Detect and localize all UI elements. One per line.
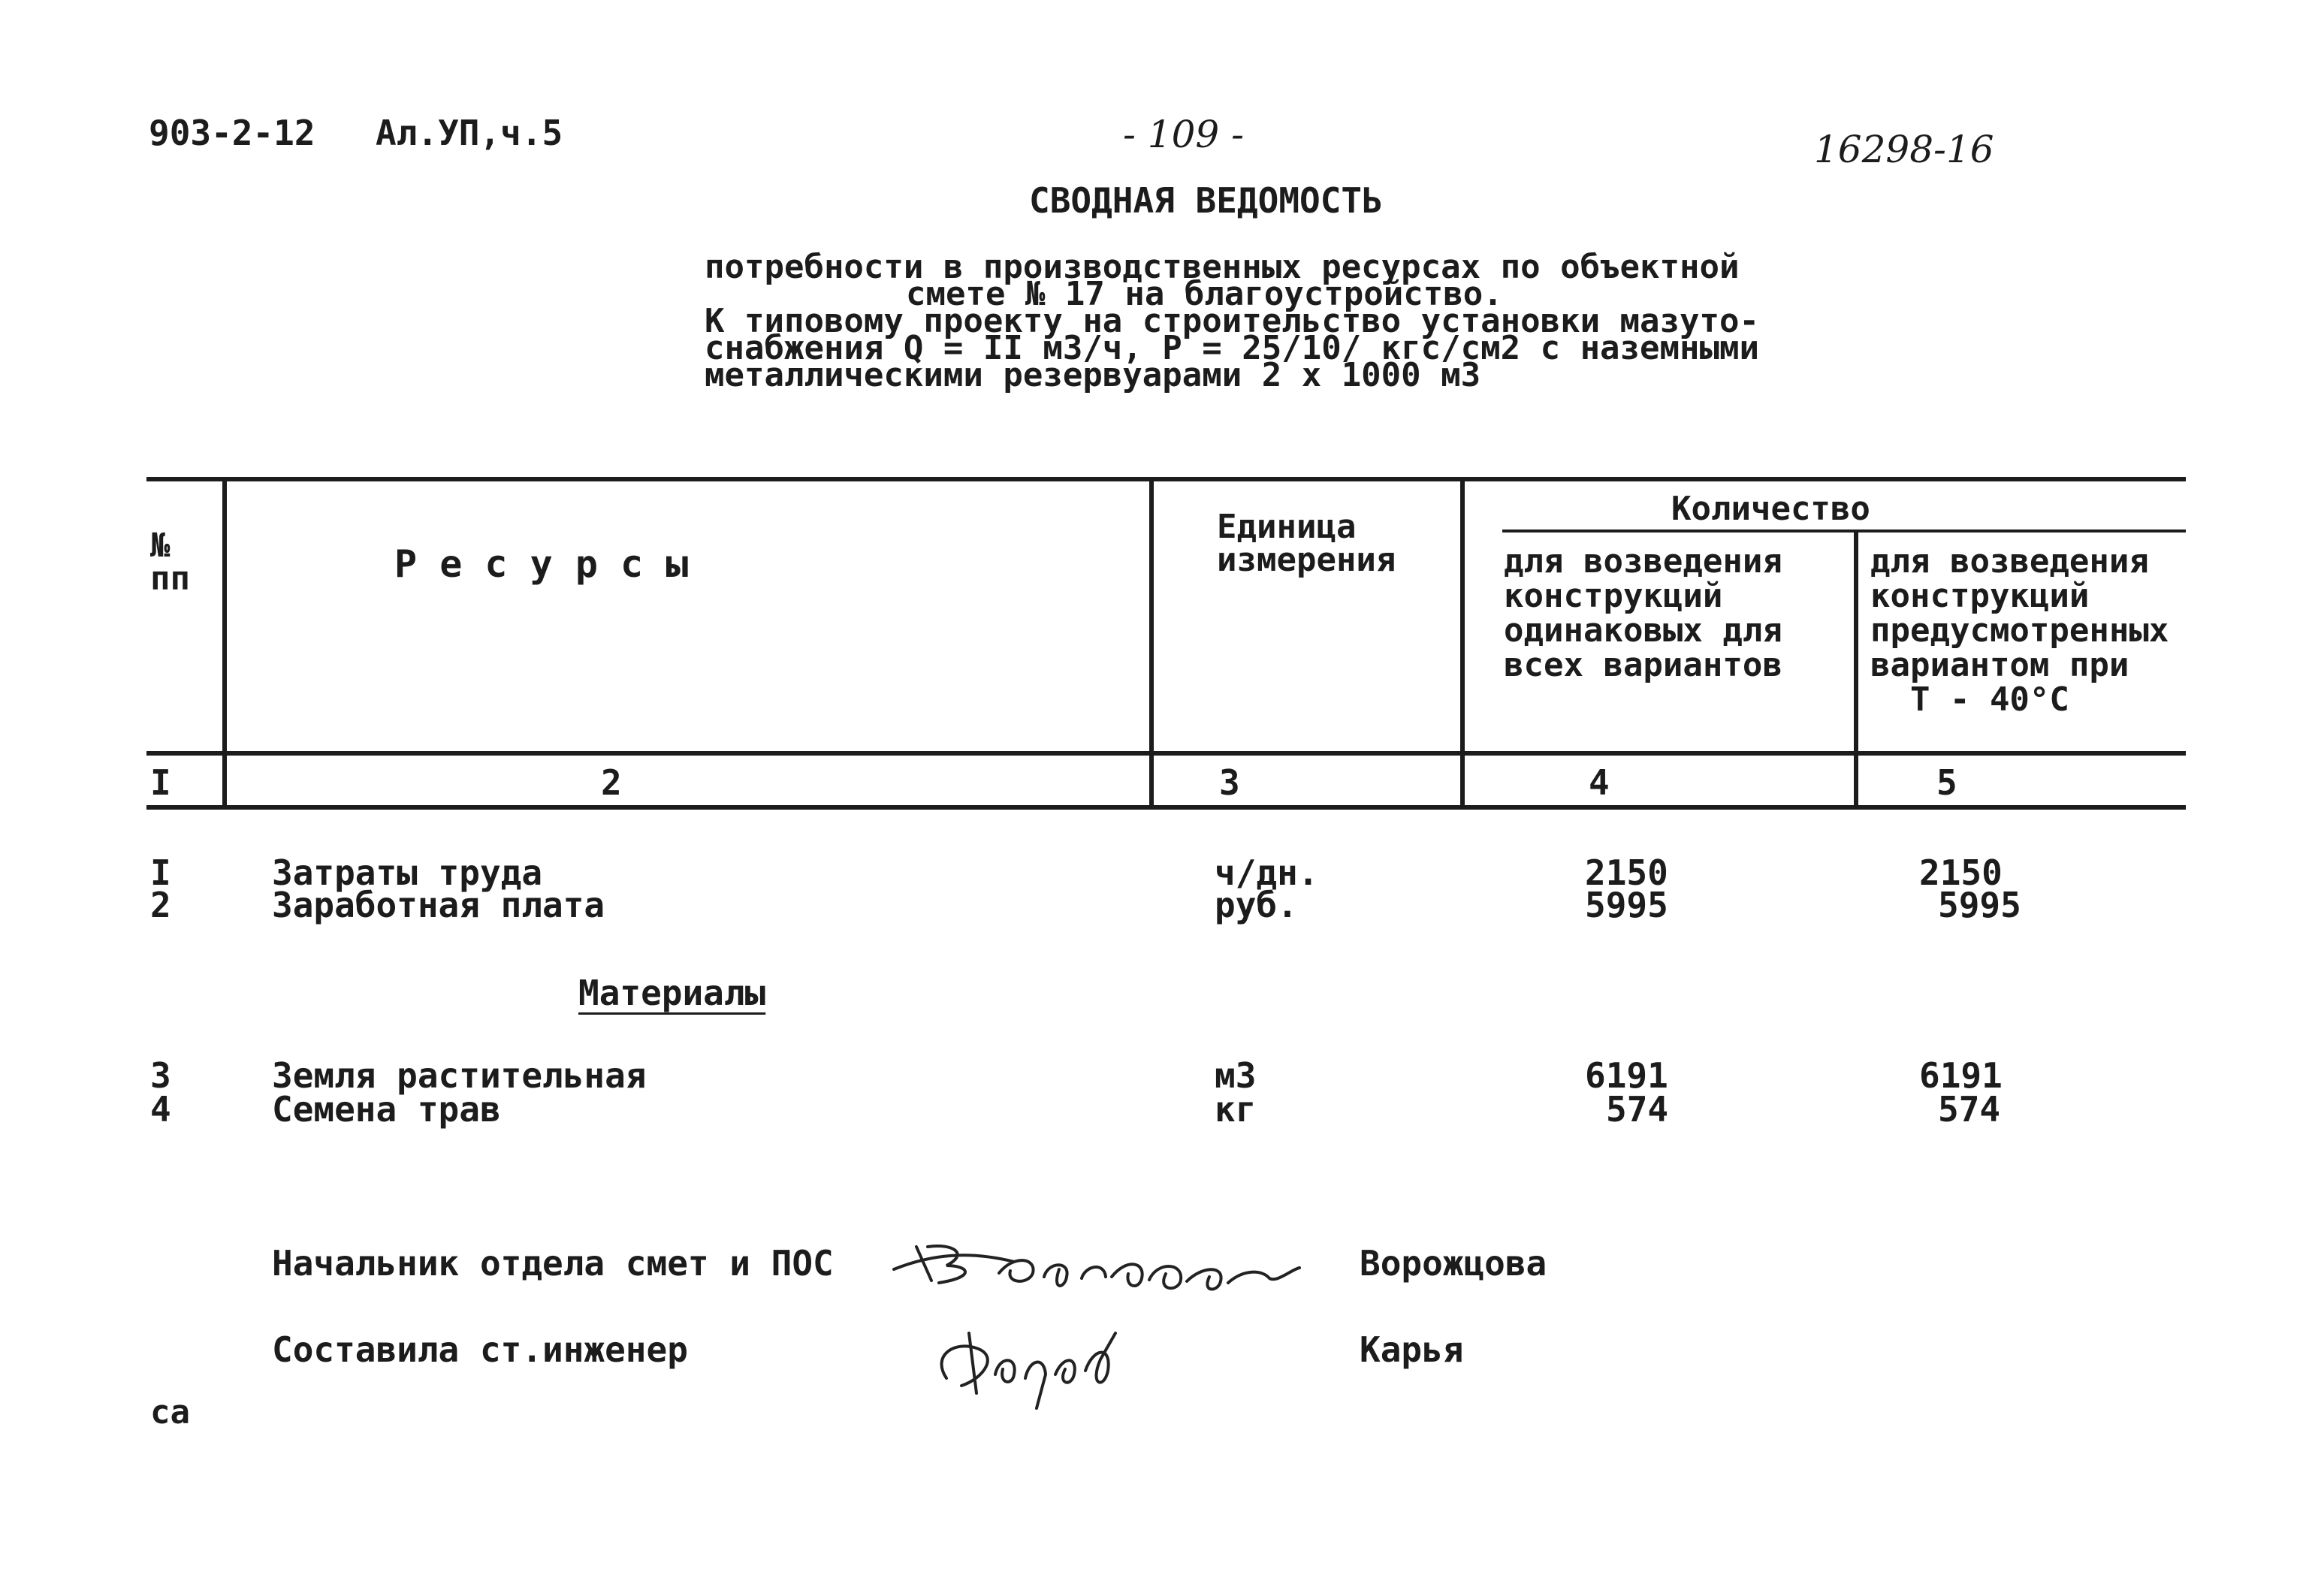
row-qty-common: 6191 — [1585, 1055, 1668, 1096]
row-qty-common: 574 — [1606, 1089, 1669, 1130]
handwritten-signature — [924, 1303, 1149, 1416]
signatory-name: Ворожцова — [1360, 1243, 1547, 1284]
row-unit: руб. — [1215, 885, 1298, 925]
row-num: 3 — [150, 1055, 171, 1096]
subtitle-line: металлическими резервуарами 2 х 1000 м3 — [705, 356, 1481, 394]
signature-role: Составила ст.инженер — [272, 1329, 688, 1370]
column-divider — [222, 477, 227, 810]
row-qty-common: 2150 — [1585, 852, 1668, 893]
row-name: Земля растительная — [272, 1055, 647, 1096]
footer-mark: са — [150, 1393, 190, 1432]
row-qty-variant: 574 — [1938, 1089, 2001, 1130]
row-name: Заработная плата — [272, 885, 605, 925]
row-name: Семена трав — [272, 1089, 501, 1130]
header-num: № пп — [150, 526, 190, 598]
row-unit: кг — [1215, 1089, 1257, 1130]
album-ref: Ал.УП,ч.5 — [376, 113, 563, 153]
row-name: Затраты труда — [272, 852, 543, 893]
row-qty-variant: 2150 — [1919, 852, 2003, 893]
row-num: I — [150, 852, 171, 893]
subtitle-line: смете № 17 на благоустройство. — [906, 275, 1503, 313]
subtitle-line: потребности в производственных ресурсах по объектной — [705, 248, 1740, 286]
handwritten-signature — [886, 1224, 1307, 1307]
row-unit: ч/дн. — [1215, 852, 1319, 893]
doc-code: 903-2-12 — [149, 113, 315, 153]
signature-role: Начальник отдела смет и ПОС — [272, 1243, 834, 1284]
row-qty-variant: 5995 — [1938, 885, 2021, 925]
header-resource: Р е с у р с ы — [394, 542, 689, 586]
header-qty-variant: для возведения конструкций предусмотренных вариантом при Т - 40°С — [1870, 542, 2169, 719]
subtitle-block — [705, 248, 1759, 394]
section-heading-materials: Материалы — [578, 973, 766, 1013]
header-unit: Единица измерения — [1217, 508, 1396, 579]
column-number-rule — [146, 805, 2186, 810]
header-qty-common: для возведения конструкций одинаковых для всех вариантов — [1504, 542, 1782, 684]
quantity-header-rule — [1502, 529, 2186, 533]
row-qty-variant: 6191 — [1919, 1055, 2003, 1096]
row-unit: м3 — [1215, 1055, 1257, 1096]
column-divider — [1460, 477, 1465, 810]
table-top-rule — [146, 477, 2186, 481]
subtitle-line: К типовому проекту на строительство установки мазуто- — [705, 302, 1759, 340]
doc-title: СВОДНАЯ ВЕДОМОСТЬ — [1029, 180, 1383, 221]
colnum-5: 5 — [1936, 762, 1957, 803]
row-qty-common: 5995 — [1585, 885, 1668, 925]
row-num: 2 — [150, 885, 171, 925]
colnum-2: 2 — [601, 762, 622, 803]
header-bottom-rule — [146, 751, 2186, 756]
subtitle-line: снабжения Q = II м3/ч, Р = 25/10/ кгс/см2 с наземными — [705, 329, 1759, 367]
column-divider — [1149, 477, 1154, 810]
signatory-name: Карья — [1360, 1329, 1464, 1370]
colnum-1: I — [150, 762, 171, 803]
row-num: 4 — [150, 1089, 171, 1130]
colnum-3: 3 — [1219, 762, 1240, 803]
header-quantity: Количество — [1671, 490, 1870, 528]
colnum-4: 4 — [1589, 762, 1610, 803]
column-divider — [1854, 529, 1858, 810]
stamp-number: 16298-16 — [1814, 128, 1994, 171]
page-number: - 109 - — [1123, 113, 1245, 156]
